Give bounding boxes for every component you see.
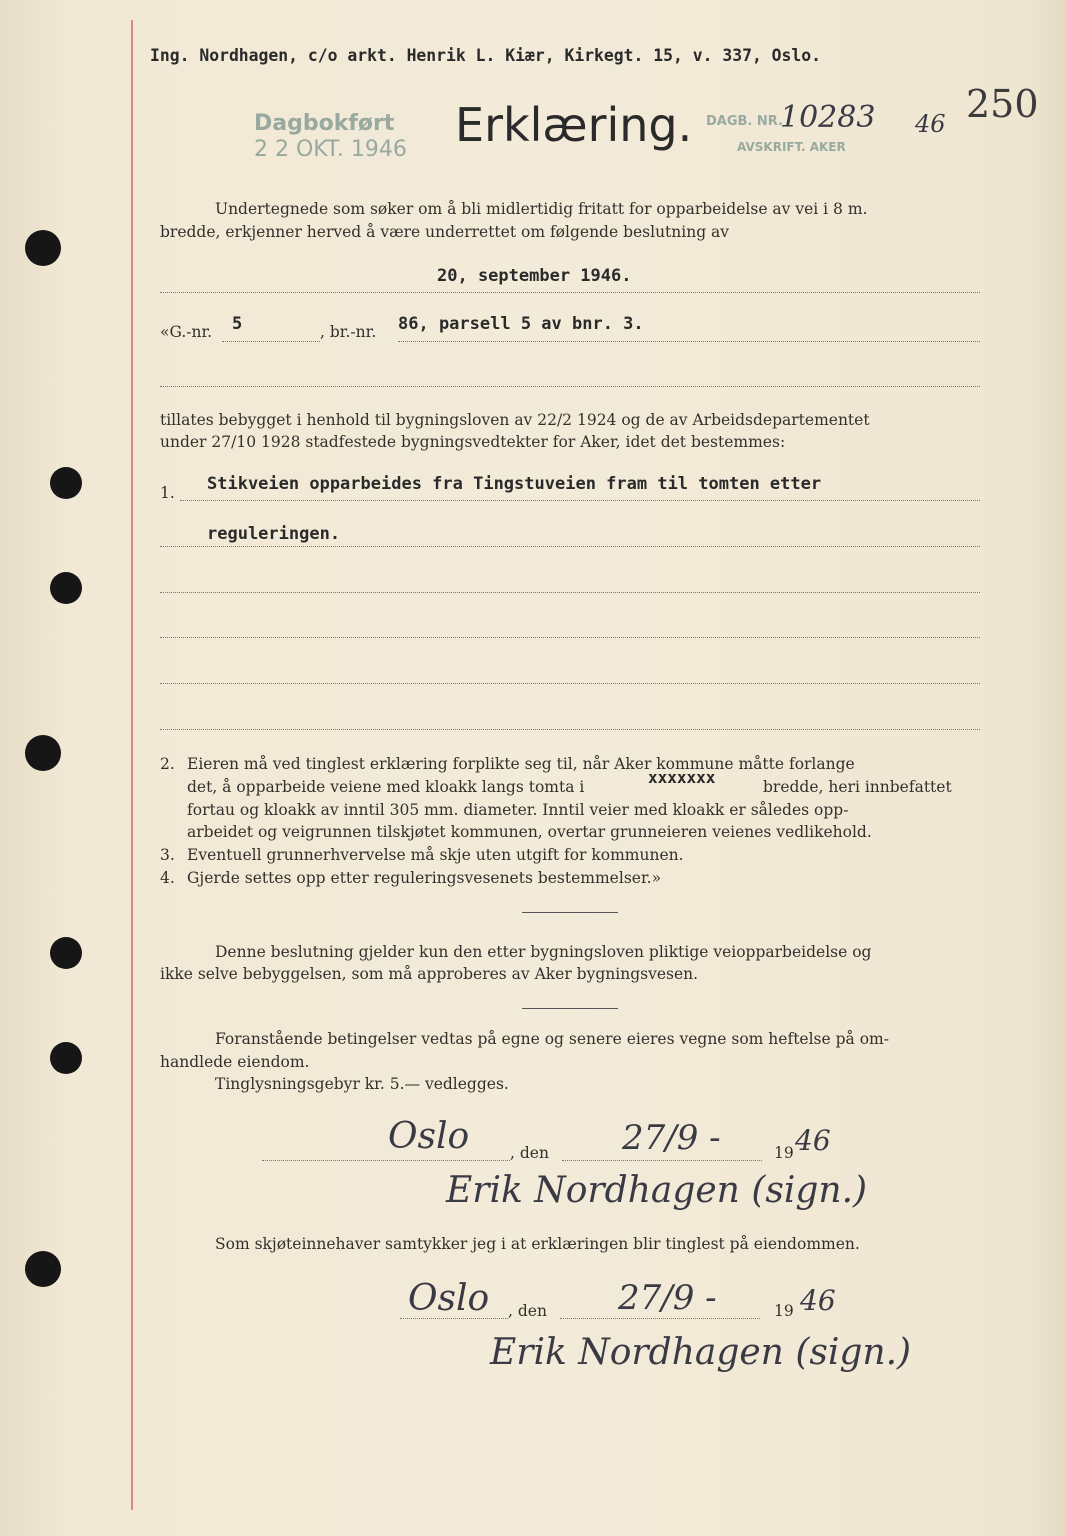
- note-line-2: ikke selve bebyggelsen, som må approberes av Aker bygningsvesen.: [160, 965, 699, 983]
- consent-text: Som skjøteinnehaver samtykker jeg i at erklæringen blir tinglest på eiendommen.: [215, 1235, 860, 1253]
- condition-4-text: Gjerde settes opp etter reguleringsvesenets bestemmelser.»: [187, 869, 662, 887]
- document-title: Erklæring.: [455, 98, 693, 152]
- binder-hole: [25, 230, 61, 266]
- dotted-line: [160, 683, 980, 684]
- binder-hole: [50, 937, 82, 969]
- brnr-label: , br.-nr.: [320, 323, 377, 341]
- condition-2-line-4: arbeidet og veigrunnen tilskjøtet kommunen, overtar grunneieren veienes vedlikehold.: [187, 823, 872, 841]
- dotted-line: [180, 500, 980, 501]
- page-number: 250: [966, 82, 1039, 126]
- condition-2-line-2a: det, å opparbeide veiene med kloakk langs tomta i: [187, 778, 585, 796]
- dotted-line: [160, 546, 980, 547]
- dagbokfort-stamp-label: Dagbokført: [254, 111, 395, 136]
- dotted-line: [160, 292, 980, 293]
- heftelse-line-2: handlede eiendom.: [160, 1053, 310, 1071]
- condition-2-line-3: fortau og kloakk av inntil 305 mm. diameter. Inntil veier med kloakk er således opp-: [187, 801, 849, 819]
- condition-1-line-1: Stikveien opparbeides fra Tingstuveien fram til tomten etter: [207, 474, 822, 494]
- signature-2-year: 46: [800, 1284, 836, 1317]
- signature-1-place: Oslo: [388, 1116, 470, 1157]
- gnr-label: «G.-nr.: [160, 323, 213, 341]
- signature-1-year: 46: [795, 1124, 831, 1157]
- dagb-stamp-label: DAGB. NR.: [706, 114, 783, 129]
- signature-2-den: , den: [508, 1302, 547, 1320]
- condition-1-line-2: reguleringen.: [207, 524, 341, 544]
- condition-4-number: 4.: [160, 869, 175, 887]
- letterhead: Ing. Nordhagen, c/o arkt. Henrik L. Kiær, Kirkegt. 15, v. 337, Oslo.: [150, 46, 822, 65]
- condition-3-number: 3.: [160, 846, 175, 864]
- heftelse-line-1: Foranstående betingelser vedtas på egne og senere eieres vegne som heftelse på om-: [215, 1030, 889, 1048]
- binder-hole: [50, 572, 82, 604]
- gnr-value: 5: [232, 314, 243, 334]
- condition-2-line-2b: bredde, heri innbefattet: [763, 778, 952, 796]
- condition-2-overtype: xxxxxxx: [648, 768, 716, 787]
- decision-date: 20, september 1946.: [437, 266, 632, 286]
- section-divider: [522, 1008, 618, 1009]
- dotted-line: [160, 637, 980, 638]
- condition-2-number: 2.: [160, 755, 175, 773]
- bebyggelse-line-1: tillates bebygget i henhold til bygningsloven av 22/2 1924 og de av Arbeidsdepartementet: [160, 411, 870, 429]
- dotted-line: [398, 341, 980, 342]
- signature-2-year-prefix: 19: [774, 1302, 794, 1320]
- avskrift-stamp: AVSKRIFT. AKER: [737, 140, 846, 154]
- intro-line-1: Undertegnede som søker om å bli midlertidig fritatt for opparbeidelse av vei i 8 m.: [215, 200, 868, 218]
- dotted-line: [262, 1160, 510, 1161]
- margin-line: [131, 20, 133, 1510]
- binder-hole: [50, 1042, 82, 1074]
- bebyggelse-line-2: under 27/10 1928 stadfestede bygningsvedtekter for Aker, idet det bestemmes:: [160, 433, 786, 451]
- intro-line-2: bredde, erkjenner herved å være underrettet om følgende beslutning av: [160, 223, 730, 241]
- signature-1-date: 27/9 -: [622, 1118, 721, 1158]
- heftelse-line-3: Tinglysningsgebyr kr. 5.— vedlegges.: [215, 1075, 509, 1093]
- binder-hole: [25, 735, 61, 771]
- dotted-line: [562, 1160, 762, 1161]
- section-divider: [522, 912, 618, 913]
- dotted-line: [160, 386, 980, 387]
- dotted-line: [560, 1318, 760, 1319]
- brnr-value: 86, parsell 5 av bnr. 3.: [398, 314, 644, 334]
- dotted-line: [222, 341, 320, 342]
- dagb-suffix: 46: [915, 110, 946, 138]
- signature-1-signature: Erik Nordhagen (sign.): [446, 1170, 868, 1211]
- signature-2-date: 27/9 -: [618, 1278, 717, 1318]
- binder-hole: [50, 467, 82, 499]
- signature-1-den: , den: [510, 1144, 549, 1162]
- dotted-line: [160, 592, 980, 593]
- note-line-1: Denne beslutning gjelder kun den etter bygningsloven pliktige veiopparbeidelse og: [215, 943, 872, 961]
- signature-1-year-prefix: 19: [774, 1144, 794, 1162]
- dagbokfort-stamp-date: 2 2 OKT. 1946: [254, 137, 407, 162]
- binder-hole: [25, 1251, 61, 1287]
- condition-2-line-1: Eieren må ved tinglest erklæring forplikte seg til, når Aker kommune måtte forlange: [187, 755, 855, 773]
- signature-2-place: Oslo: [408, 1278, 490, 1319]
- dagb-number: 10283: [780, 100, 876, 135]
- condition-1-number: 1.: [160, 484, 175, 502]
- condition-3-text: Eventuell grunnerhvervelse må skje uten utgift for kommunen.: [187, 846, 684, 864]
- dotted-line: [160, 729, 980, 730]
- signature-2-signature: Erik Nordhagen (sign.): [490, 1332, 912, 1373]
